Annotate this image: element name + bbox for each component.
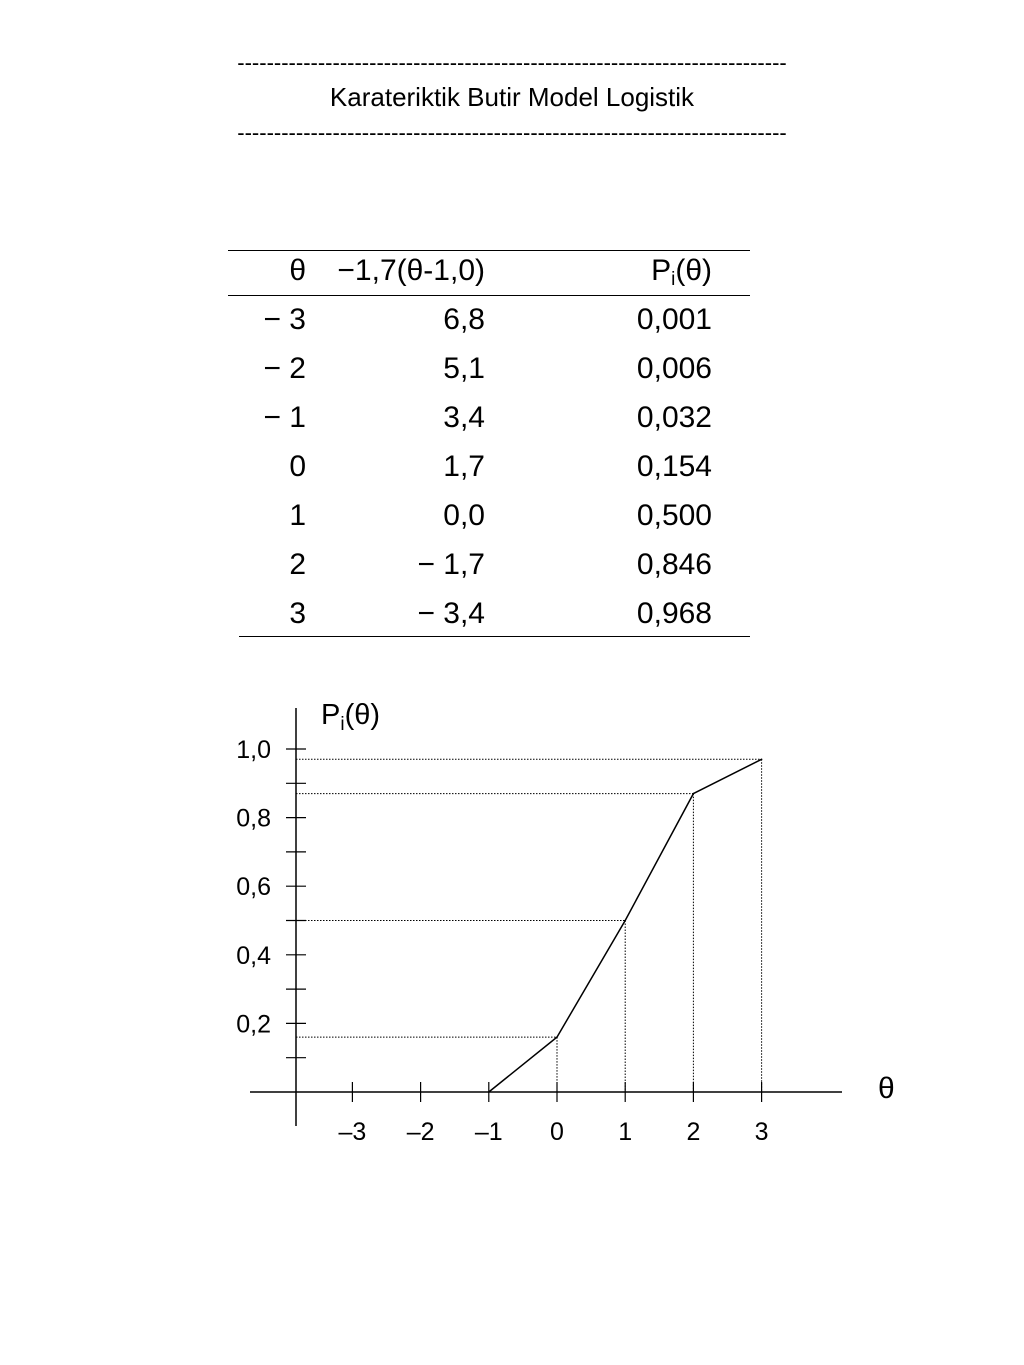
y-tick-label: 1,0: [236, 736, 271, 764]
row-probability: 0,846: [636, 548, 712, 581]
data-point: [624, 920, 626, 922]
probability-curve: [489, 759, 762, 1092]
x-axis-label: θ: [878, 1072, 895, 1105]
row-probability: 0,001: [636, 303, 712, 336]
x-tick-label: –2: [406, 1118, 435, 1146]
x-tick-label: 1: [618, 1118, 633, 1146]
data-point: [556, 1036, 558, 1038]
row-probability: 0,006: [636, 352, 712, 385]
row-theta: 0: [289, 450, 306, 483]
row-expression: 6,8: [443, 303, 485, 336]
data-point: [693, 793, 695, 795]
header-probability: $P_i(\theta)$: [651, 254, 712, 290]
row-theta: − 3: [263, 303, 306, 336]
row-theta: 2: [289, 548, 306, 581]
data-point: [761, 758, 763, 760]
row-theta: 1: [289, 499, 306, 532]
row-theta: − 2: [263, 352, 306, 385]
x-tick-label: 3: [754, 1118, 769, 1146]
header-expression: −1,7(θ-1,0): [337, 254, 485, 287]
row-expression: 1,7: [443, 450, 485, 483]
row-expression: 5,1: [443, 352, 485, 385]
row-probability: 0,032: [636, 401, 712, 434]
x-tick-label: 0: [550, 1118, 564, 1146]
row-expression: 3,4: [443, 401, 485, 434]
row-expression: − 3,4: [417, 597, 485, 630]
row-expression: 0,0: [443, 499, 485, 532]
header-theta: θ: [289, 254, 306, 287]
y-axis-label: $P_i(\theta)$: [321, 699, 381, 735]
row-theta: − 1: [263, 401, 306, 434]
y-tick-label: 0,2: [236, 1010, 271, 1039]
header-top-rule: ---------------------------------------------------------------------------: [237, 50, 787, 75]
y-tick-label: 0,4: [236, 941, 271, 970]
y-tick-label: 0,6: [236, 873, 271, 902]
x-tick-label: –1: [474, 1118, 503, 1146]
data-point: [488, 1091, 490, 1093]
x-tick-label: 2: [686, 1118, 701, 1146]
row-probability: 0,500: [636, 499, 712, 532]
row-probability: 0,968: [636, 597, 712, 630]
y-tick-label: 0,8: [236, 804, 271, 833]
x-tick-label: –3: [338, 1118, 367, 1146]
page-title: Karateriktik Butir Model Logistik: [329, 82, 695, 112]
row-probability: 0,154: [636, 450, 712, 483]
row-theta: 3: [289, 597, 306, 630]
row-expression: − 1,7: [417, 548, 485, 581]
header-bottom-rule: ---------------------------------------------------------------------------: [237, 120, 787, 145]
